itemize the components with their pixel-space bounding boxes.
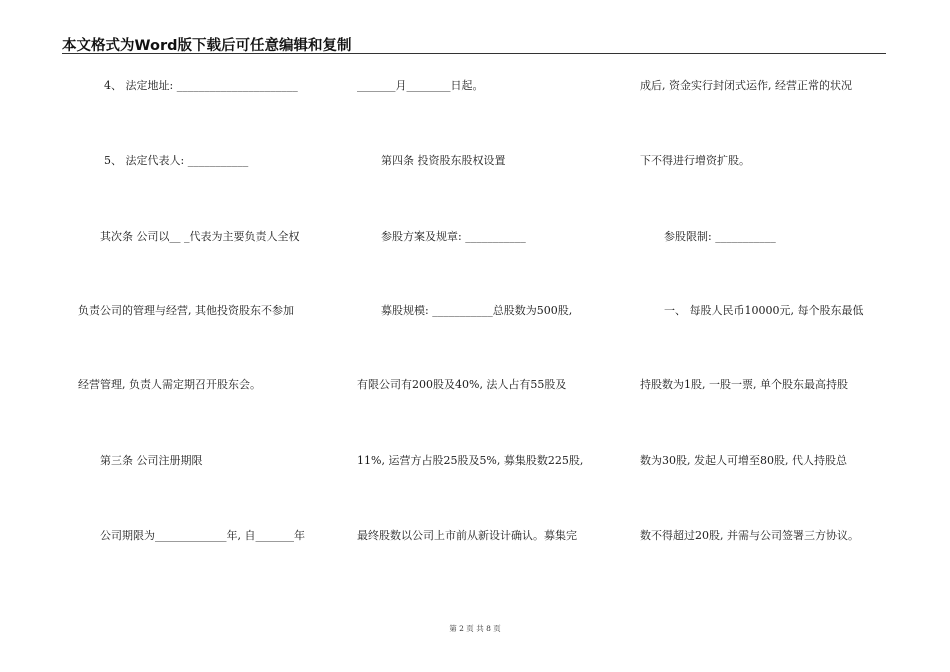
left-line-7: 公司期限为_____________年, 自_______年 bbox=[100, 529, 305, 542]
right-line-1: 成后, 资金实行封闭式运作, 经营正常的状况 bbox=[640, 79, 852, 92]
middle-line-2: 第四条 投资股东股权设置 bbox=[381, 154, 506, 167]
right-line-5: 持股数为1股, 一股一票, 单个股东最高持股 bbox=[640, 378, 848, 391]
left-line-5: 经营管理, 负责人需定期召开股东会。 bbox=[78, 378, 261, 391]
middle-line-5: 有限公司有200股及40%, 法人占有55股及 bbox=[357, 378, 567, 391]
left-line-1: 4、 法定地址: ______________________ bbox=[104, 79, 298, 92]
right-line-4: 一、 每股人民币10000元, 每个股东最低 bbox=[664, 304, 864, 317]
right-line-2: 下不得进行增资扩股。 bbox=[640, 154, 750, 167]
left-line-2: 5、 法定代表人: ___________ bbox=[104, 154, 249, 167]
right-line-6: 数为30股, 发起人可增至80股, 代人持股总 bbox=[640, 454, 847, 467]
right-line-3: 参股限制: ___________ bbox=[664, 230, 776, 243]
header-divider bbox=[62, 53, 886, 54]
left-line-6: 第三条 公司注册期限 bbox=[100, 454, 203, 467]
middle-line-1: _______月________日起。 bbox=[357, 79, 484, 92]
middle-line-3: 参股方案及规章: ___________ bbox=[381, 230, 526, 243]
middle-line-7: 最终股数以公司上市前从新设计确认。募集完 bbox=[357, 529, 577, 542]
left-line-4: 负责公司的管理与经营, 其他投资股东不参加 bbox=[78, 304, 294, 317]
right-line-7: 数不得超过20股, 并需与公司签署三方协议。 bbox=[640, 529, 859, 542]
left-line-3: 其次条 公司以__ _代表为主要负责人全权 bbox=[100, 230, 300, 243]
middle-line-6: 11%, 运营方占股25股及5%, 募集股数225股, bbox=[357, 454, 584, 467]
page-number-footer: 第 2 页 共 8 页 bbox=[449, 624, 501, 633]
document-header-title: 本文格式为Word版下载后可任意编辑和复制 bbox=[62, 38, 352, 54]
middle-line-4: 募股规模: ___________总股数为500股, bbox=[381, 304, 573, 317]
